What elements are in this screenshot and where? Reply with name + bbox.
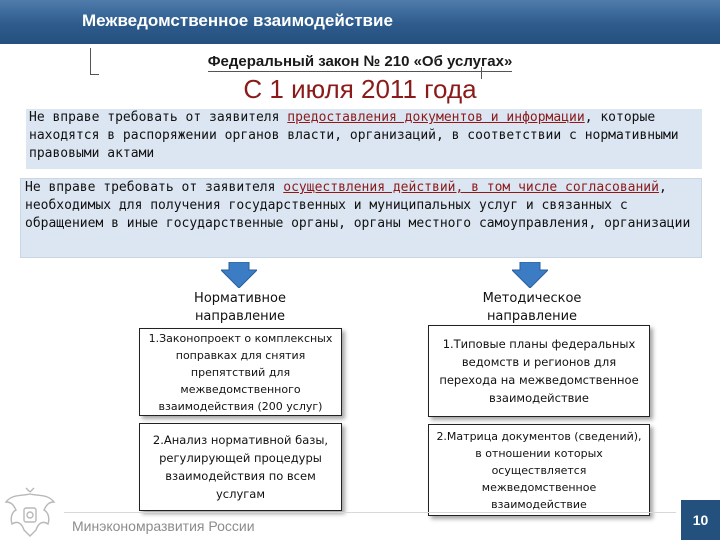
footer-ministry: Минэкономразвития России (72, 518, 255, 534)
rule-box-documents (26, 109, 702, 169)
normative-item-2-text: 2.Анализ нормативной базы, регулирующей процедуры взаимодействия по всем услугам (152, 433, 329, 501)
direction-normative: Нормативное направление (194, 291, 286, 324)
footer-divider (64, 512, 676, 513)
normative-item-1 (139, 328, 342, 416)
slide-title: Межведомственное взаимодействие (82, 11, 393, 30)
normative-item-1-text: 1.Законопроект о комплексных поправках для снятия препятствий для межведомственного взаимодействия (200 услуг) (148, 331, 333, 413)
rule-box-documents-post: , которые находятся в распоряжении органов власти, организаций, в соответствии с нормативными правовыми актами (29, 110, 679, 161)
arrow-down-icon (512, 262, 548, 288)
law-subtitle-text: Федеральный закон № 210 «Об услугах» (207, 53, 513, 70)
law-subtitle (0, 53, 720, 70)
methodical-item-1-text: 1.Типовые планы федеральных ведомств и регионов для перехода на межведомственное взаимодействие (439, 337, 639, 405)
rule-box-actions-pre: Не вправе требовать от заявителя (25, 180, 284, 195)
arrow-down-icon (221, 262, 257, 288)
date-heading: С 1 июля 2011 года (243, 74, 477, 104)
methodical-item-2 (428, 424, 650, 516)
coat-of-arms-icon (2, 484, 58, 540)
normative-item-2 (139, 423, 342, 511)
methodical-item-1 (428, 325, 650, 417)
direction-methodical: Методическое направление (482, 291, 582, 324)
rule-box-documents-highlight: предоставления документов и информации (287, 110, 585, 125)
methodical-item-2-text: 2.Матрица документов (сведений), в отношении которых осуществляется межведомственное взаимодействие (436, 429, 642, 511)
rule-box-documents-pre: Не вправе требовать от заявителя (29, 110, 288, 125)
rule-box-actions-highlight: осуществления действий, в том числе согласований (283, 180, 659, 195)
rule-box-actions-post: , необходимых для получения государственных и муниципальных услуг и связанных с обращением в иные государственные органы, органы местного самоуправления, организации (25, 180, 691, 231)
page-number: 10 (681, 500, 720, 540)
rule-box-actions (20, 178, 702, 258)
